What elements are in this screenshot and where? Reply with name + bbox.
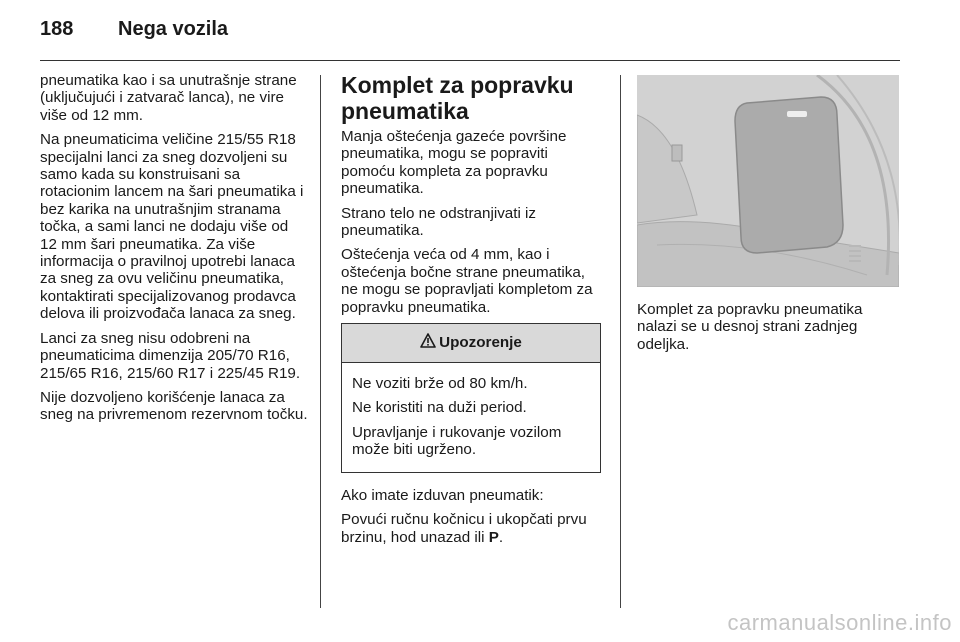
warning-line: Ne koristiti na duži period.	[352, 399, 527, 417]
paragraph: Lanci za sneg nisu odobreni na pneumaticima dimenzija 205/70 R16, 215/65 R16, 215/60 R17 i 225/45 R19.	[40, 329, 301, 382]
instruction-end: .	[498, 528, 504, 546]
paragraph: Manja oštećenja gazeće površine pneumatika, mogu se popraviti pomoću kompleta za popravku pneumatika.	[341, 128, 567, 198]
paragraph: Na pneumaticima veličine 215/55 R18 specijalni lanci za sneg dozvoljeni su samo kada su konstruisani sa rotacionim lancem na šari pneumatika i bez karika na unutrašnjim stranama točka, a sami lanci ne dodaju više od 12 mm šari pneumatika. Za više informacija o pravilnoj upotrebi lanaca za sneg za ovu veličinu pneumatika, kontaktirati specijalizovanog prodavca delova ili proizvođača lanaca za sneg.	[40, 131, 304, 323]
column-divider	[620, 75, 621, 608]
warning-header	[342, 324, 600, 363]
paragraph: Strano telo ne odstranjivati iz pneumatika.	[341, 204, 537, 240]
page-header	[40, 18, 228, 48]
paragraph: pneumatika kao i sa unutrašnje strane (uključujući i zatvarač lanca), ne vire više od 12 mm.	[40, 72, 297, 124]
paragraph: Oštećenja veća od 4 mm, kao i oštećenja bočne strane pneumatika, ne mogu se popravljati kompletom za popravku pneumatika.	[341, 246, 593, 316]
column-left	[40, 72, 308, 431]
column-right	[637, 75, 901, 360]
warning-body	[342, 363, 600, 472]
paragraph: Ako imate izduvan pneumatik:	[341, 486, 544, 504]
column-middle	[341, 72, 601, 553]
paragraph: Nije dozvoljeno korišćenje lanaca za sneg na privremenom rezervnom točku.	[40, 388, 308, 424]
section-title: Komplet za popravku pneumatika	[341, 72, 574, 124]
figure-caption: Komplet za popravku pneumatika nalazi se u desnoj strani zadnjeg odeljka.	[637, 301, 863, 353]
trunk-illustration	[637, 75, 899, 287]
warning-title: Upozorenje	[439, 334, 522, 352]
warning-line: Ne voziti brže od 80 km/h.	[352, 375, 528, 393]
watermark: carmanualsonline.info	[727, 610, 952, 635]
paragraph	[341, 511, 601, 546]
page-number: 188	[40, 18, 74, 40]
warning-line: Upravljanje i rukovanje vozilom može biti ugrženo.	[352, 423, 562, 459]
warning-triangle-icon	[420, 333, 436, 352]
gear-p: P	[488, 528, 499, 546]
page-title: Nega vozila	[118, 18, 229, 40]
instruction-text: Povući ručnu kočnicu i ukopčati prvu brzinu, hod unazad ili	[341, 511, 587, 546]
warning-box	[341, 323, 601, 473]
header-rule	[40, 60, 900, 61]
column-divider	[320, 75, 321, 608]
